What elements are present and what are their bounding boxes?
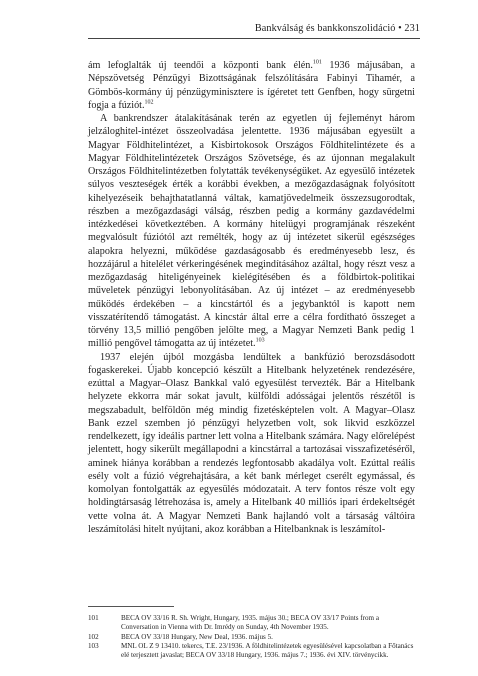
running-head: Bankválság és bankkonszolidáció • 231	[254, 23, 420, 34]
paragraph-3: 1937 elején újból mozgásba lendültek a bankfúzió berozsdásodott fogaskerekei. Újabb koncepció készült a Hitelbank helyzetének rendezésére, ezúttal a Magyar–Olasz Bankkal való egyesülést tervezték. Bár a Hitelbank helyzete ekkorra már sokat javult, külföldi adósságai jelentős részétől is megszabadult, belföldön még mindig fizetésképtelen volt. A Magyar–Olasz Bank ezzel szemben jó pénzügyi helyzetben volt, sok likvid eszközzel rendelkezett, így ideális partner lett volna a Hitelbank számára. Nagy előrelépést jelentett, hogy sikerült megállapodni a kincstárral a tartozásai visszafizetéséről, aminek hiánya korábban a rendezés legfontosabb akadálya volt. Ezúttal reális esély volt a fúzió végrehajtására, a két bank mérleget cserélt egymással, és komolyan fontolgatták az egyesülés módozatait. A terv fontos része volt egy holdingtársaság létrehozása is, amely a Hitelbank 40 milliós ipari érdekeltségét vette volna át. A Magyar Nemzeti Bank hajlandó volt a társaság váltóira leszámítolási hitelt nyújtani, akoz korábban a Hitelbanknak is leszámítol-	[88, 351, 415, 535]
paragraph-1-text-b: 1936 májusában, a Népszövetség Pénzügyi Bizottságának felszólítására Fabinyi Tihamér, a Gömbös-kormány új pénzügyminisztere is ígéretet tett Genfben, hogy sürgetni fogja a fúziót.	[88, 60, 416, 111]
footnote-text: BECA OV 33/16 R. Sh. Wright, Hungary, 1935. május 30.; BECA OV 33/17 Points from a Conversation in Vienna with Dr. Imrédy on Sunday, 4th November 1935.	[121, 614, 379, 632]
footnote-number: 102	[88, 632, 99, 641]
footnote-text: MNL OL Z 9 13410. tekercs, T.E. 23/1936. A földhitelintézetek egyesülésével kapcsolatban a Főtanács elé terjesztett javaslat; BECA OV 33/18 Hungary, 1936. május 7.; 1936. évi XIV. törvénycikk.	[121, 641, 414, 660]
paragraph-2	[88, 112, 415, 351]
footnote-103	[88, 642, 415, 661]
footnote-ref-101: 101	[312, 59, 322, 66]
footnotes	[88, 614, 415, 660]
footnote-number: 101	[88, 614, 99, 622]
footnote-ref-103: 103	[255, 337, 265, 344]
footnote-101	[88, 614, 415, 633]
paragraph-2-text: A bankrendszer átalakításának terén az egyetlen új fejleményt három jelzáloghitel-intézet összeolvadása jelentette. 1936 májusában egyesült a Magyar Földhitelintézet, a Kisbirtokosok Országos Földhitelintézete és a Magyar Földhitelintézetek Országos Szövetsége, és az újonnan megalakult Országos Földhitelintézetben folytatták tevékenységüket. Az egyesülő intézetek súlyos veszteségek érték a korábbi években, a mezőgazdaságnak folyósított kihelyezéseik behajthatatlanná váltak, kamatjövedelmeik összezsugorodtak, részben a mezőgazdasági válság, részben pedig a kormány gazdavédelmi intézkedései következtében. A kormány hitelügyi programjának részeként megvalósult fúziótól azt remélték, hogy az új intézetet sikerül egészséges alapokra helyezni, működése gazdaságosabb és eredményesebb lesz, és hozzájárul a hitelélet vérkeringésének megindításához azáltal, hogy részt vesz a mezőgazdaság hiteligényeinek kielégítésében és a földbirtok-politikai műveletek pénzügyi lebonyolításában. Az új intézet – az eredményesebb működés érdekében – a kincstártól és a jegybanktól is kapott nem visszatérítendő támogatást. A kincstár által erre a célra fordítható összeget a törvény 13,5 millió pengőben jelölte meg, a Magyar Nemzeti Bank pedig 1 millió pengővel támogatta az új intézetet.	[88, 113, 415, 350]
paragraph-1-text-a: ám lefoglalták új teendői a központi bank élén.	[88, 60, 313, 71]
footnote-102	[88, 633, 415, 642]
footnote-rule	[88, 606, 174, 607]
footnote-number: 103	[88, 641, 99, 650]
main-text	[88, 59, 415, 536]
footnote-ref-102: 102	[144, 99, 154, 106]
footnote-text: BECA OV 33/18 Hungary, New Deal, 1936. május 5.	[121, 632, 273, 641]
header-rule	[88, 38, 420, 39]
paragraph-1	[88, 59, 415, 112]
